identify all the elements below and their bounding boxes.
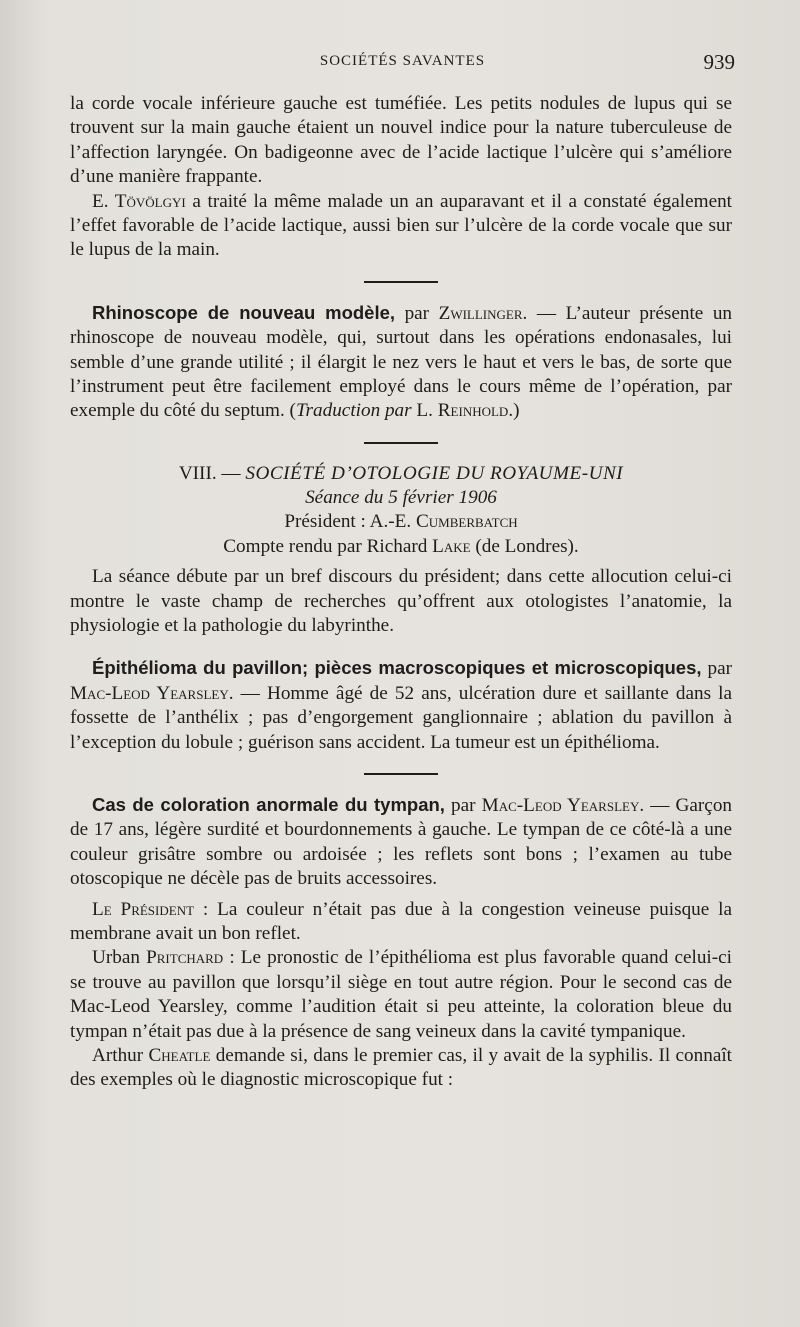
credit-initial: L. <box>411 400 438 422</box>
paragraph-tovolgyi <box>70 190 732 263</box>
paragraph-laryngeal-case: la corde vocale inférieure gauche est tuméfiée. Les petits nodules de lupus qui se trouvent sur la main gauche étaient un nouvel indice pour la nature tuberculeuse de l’affection laryngée. On badigeonne avec de l’acide lactique l’ulcère qui s’améliore d’une manière frappante. <box>70 93 732 188</box>
running-head <box>70 50 735 76</box>
speaker-first-name: Arthur <box>92 1045 149 1066</box>
paragraph-text: : Le pronostic de l’épithélioma est plus favorable quand celui-ci se trouve au pavillon que lorsqu’il siège en tout autre région. Pour le second cas de Mac-Leod Yearsley, comme l’audition était si peu atteinte, la coloration bleue du tympan n’était pas due à la présence de sang veineux dans la cavité tympanique. <box>70 947 732 1042</box>
par-word: par <box>701 658 733 680</box>
speaker-first-name: Urban <box>92 947 147 969</box>
author-name: E. Tövölgyi <box>92 190 186 212</box>
report-place: (de Londres). <box>470 535 579 557</box>
section-heading <box>70 462 732 486</box>
article-title: Épithélioma du pavillon; pièces macroscopiques et microscopiques, <box>92 657 702 679</box>
credit-open: ( <box>284 400 296 422</box>
credit-label: Traduction par <box>295 400 412 422</box>
paragraph-president-reply <box>70 898 732 947</box>
paragraph-opening: La séance débute par un bref discours du président; dans cette allocution celui-ci montre le vaste champ de recherches qu’offrent aux otologistes l’anatomie, la physiologie et la pathologie du labyrinthe. <box>70 566 732 636</box>
report-label: Compte rendu par Richard <box>223 535 433 557</box>
president-name: Cumberbatch <box>415 511 518 533</box>
session-date: Séance du 5 février 1906 <box>305 486 497 508</box>
article-epithelioma <box>70 656 732 755</box>
par-word: par <box>395 302 439 324</box>
section-number: VIII. — <box>178 462 246 484</box>
paragraph-text: a traité la même malade un an auparavant et il a constaté également l’effet favorable de l’acide lactique, aussi bien sur l’ulcère de la corde vocale que sur le lupus de la main. <box>70 190 733 261</box>
president-line <box>70 510 732 534</box>
article-coloration <box>70 793 732 892</box>
article-title: Rhinoscope de nouveau modèle, <box>92 301 396 323</box>
article-rhinoscope <box>70 301 732 424</box>
running-title: SOCIÉTÉS SAVANTES <box>319 53 486 69</box>
body-text <box>70 92 732 1093</box>
article-text: . — Homme âgé de 52 ans, ulcération dure et saillante dans la fossette de l’anthélix ; pas d’engorgement ganglionnaire ; ablation du pavillon à l’exception du lobule ; guérison sans accident. La tumeur est un épithélioma. <box>70 682 733 753</box>
author-name: Zwillinger <box>438 302 523 324</box>
paragraph-text: demande si, dans le premier cas, il y avait de la syphilis. Il connaît des exemples où le diagnostic microscopique fut : <box>70 1045 732 1091</box>
author-name: Mac-Leod Yearsley <box>481 794 640 816</box>
speaker-name: Cheatle <box>148 1045 211 1066</box>
credit-close: .) <box>508 400 520 422</box>
article-text: . — Garçon de 17 ans, légère surdité et bourdonnements à gauche. Le tympan de ce côté-là a une couleur grisâtre sombre ou ardoisée ; les reflets sont bons ; l’examen au tube otoscopique ne décèle pas de bruits accessoires. <box>70 794 733 890</box>
president-label: Président : A.-E. <box>284 511 416 533</box>
article-title: Cas de coloration anormale du tympan, <box>92 793 445 815</box>
author-name: Mac-Leod Yearsley <box>70 682 229 704</box>
credit <box>285 400 520 421</box>
par-word: par <box>444 794 482 816</box>
report-name: Lake <box>432 535 471 557</box>
paragraph-pritchard <box>70 946 732 1044</box>
page-number: 939 <box>703 50 735 74</box>
report-line <box>70 535 732 559</box>
paragraph-cheatle <box>70 1044 732 1093</box>
article-text: . — L’auteur présente un rhinoscope de nouveau modèle, qui, surtout dans les opérations endonasales, lui semble d’une grande utilité ; il élargit le nez vers le haut et vers le bas, de sorte que l’instrument peut être facilement employé dans le cours même de l’opération, par exemple du côté du septum. <box>70 302 733 422</box>
paragraph-text: : La couleur n’était pas due à la congestion veineuse puisque la membrane avait un bon reflet. <box>70 898 732 944</box>
credit-name: Reinhold <box>437 400 509 422</box>
section-title: SOCIÉTÉ D’OTOLOGIE DU ROYAUME-UNI <box>245 462 624 484</box>
speaker-name: Le Président <box>92 898 195 920</box>
speaker-name: Pritchard <box>146 947 224 969</box>
